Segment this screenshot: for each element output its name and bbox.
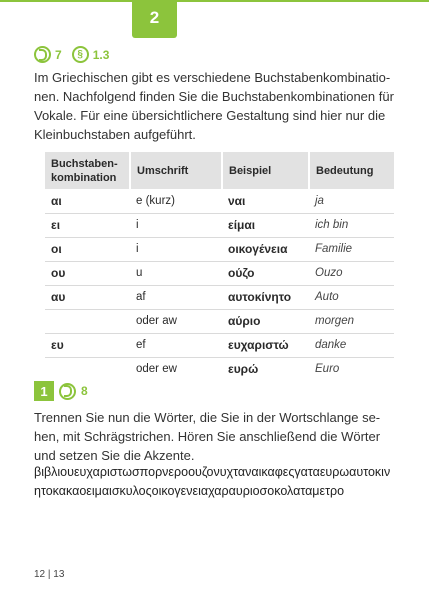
- example-cell: ευρώ: [228, 362, 259, 377]
- transcription-cell: oder aw: [130, 309, 222, 333]
- meaning-cell: Ouzo: [309, 261, 394, 285]
- combination-cell: αι: [45, 189, 130, 213]
- example-cell: οικογένεια: [222, 237, 309, 261]
- word-snake: βιβλιουευχαριστωσπορνεροουζονυχταναικαφεςγαταευρωαυτοκινητοκακαοειμαισκυλοςοικογενειαχαραυριοσοκολαταμετρο: [34, 465, 391, 498]
- grammar-reference: 1.3: [92, 47, 110, 62]
- transcription-cell: u: [130, 261, 222, 285]
- table-row: [45, 357, 394, 381]
- combination-cell: οι: [45, 237, 130, 261]
- chapter-tab: 2: [132, 0, 177, 38]
- combination-cell: ει: [45, 213, 130, 237]
- page-numbers: 12 | 13: [34, 569, 65, 580]
- example-cell: είμαι: [222, 213, 309, 237]
- table-row: [45, 189, 394, 213]
- combination-cell: ου: [45, 261, 130, 285]
- column-header: Buchstabenkombination: [45, 152, 130, 189]
- column-header: Beispiel: [222, 152, 309, 189]
- exercise-instructions: Trennen Sie nun die Wörter, die Sie in der Wortschlange sehen, mit Schrägstrichen. Hören Sie anschließend die Wörter und setzen Sie die Akzente.: [34, 410, 381, 463]
- example-cell: ναι: [222, 189, 309, 213]
- intro-text: Im Griechischen gibt es verschiedene Buchstabenkombinationen. Nachfolgend finden Sie die Buchstabenkombinationen für Vokale. Für eine übersichtlichere Gestaltung sind hier nur die Kleinbuchstaben aufgeführt.: [34, 70, 394, 142]
- transcription-cell: oder ew: [136, 363, 177, 376]
- table-row: [45, 285, 394, 309]
- meaning-cell: Auto: [309, 285, 394, 309]
- vowel-combination-table: [45, 152, 394, 381]
- column-header: Bedeutung: [309, 152, 394, 189]
- transcription-cell: i: [130, 213, 222, 237]
- transcription-cell: e (kurz): [130, 189, 222, 213]
- combination-cell: [45, 309, 130, 333]
- table-row: [45, 333, 394, 357]
- meaning-cell: Euro: [315, 363, 340, 376]
- table-row: [45, 261, 394, 285]
- grammar-paragraph-icon: §: [72, 46, 89, 63]
- example-cell: αύριο: [222, 309, 309, 333]
- example-cell: ούζο: [222, 261, 309, 285]
- combination-cell: [45, 357, 130, 381]
- meaning-cell: ich bin: [309, 213, 394, 237]
- audio-track-number: 7: [55, 47, 62, 62]
- exercise-header: [34, 381, 88, 401]
- transcription-cell: af: [130, 285, 222, 309]
- exercise-number-badge: 1: [34, 381, 54, 401]
- example-cell: ευχαριστώ: [222, 333, 309, 357]
- meaning-cell: danke: [309, 333, 394, 357]
- meaning-cell: Familie: [309, 237, 394, 261]
- table-row: [45, 237, 394, 261]
- table-row: [45, 309, 394, 333]
- combination-cell: αυ: [45, 285, 130, 309]
- combination-cell: ευ: [45, 333, 130, 357]
- table-header-row: [45, 152, 394, 189]
- top-accent-rule: [0, 0, 429, 2]
- meaning-cell: morgen: [309, 309, 394, 333]
- column-header: Umschrift: [130, 152, 222, 189]
- audio-track-number: 8: [81, 384, 88, 398]
- table-row: [45, 213, 394, 237]
- transcription-cell: ef: [130, 333, 222, 357]
- example-cell: αυτοκίνητο: [222, 285, 309, 309]
- section-markers: [34, 46, 109, 63]
- transcription-cell: i: [130, 237, 222, 261]
- audio-ear-icon: [34, 46, 51, 63]
- meaning-cell: ja: [309, 189, 394, 213]
- audio-ear-icon: [59, 383, 76, 400]
